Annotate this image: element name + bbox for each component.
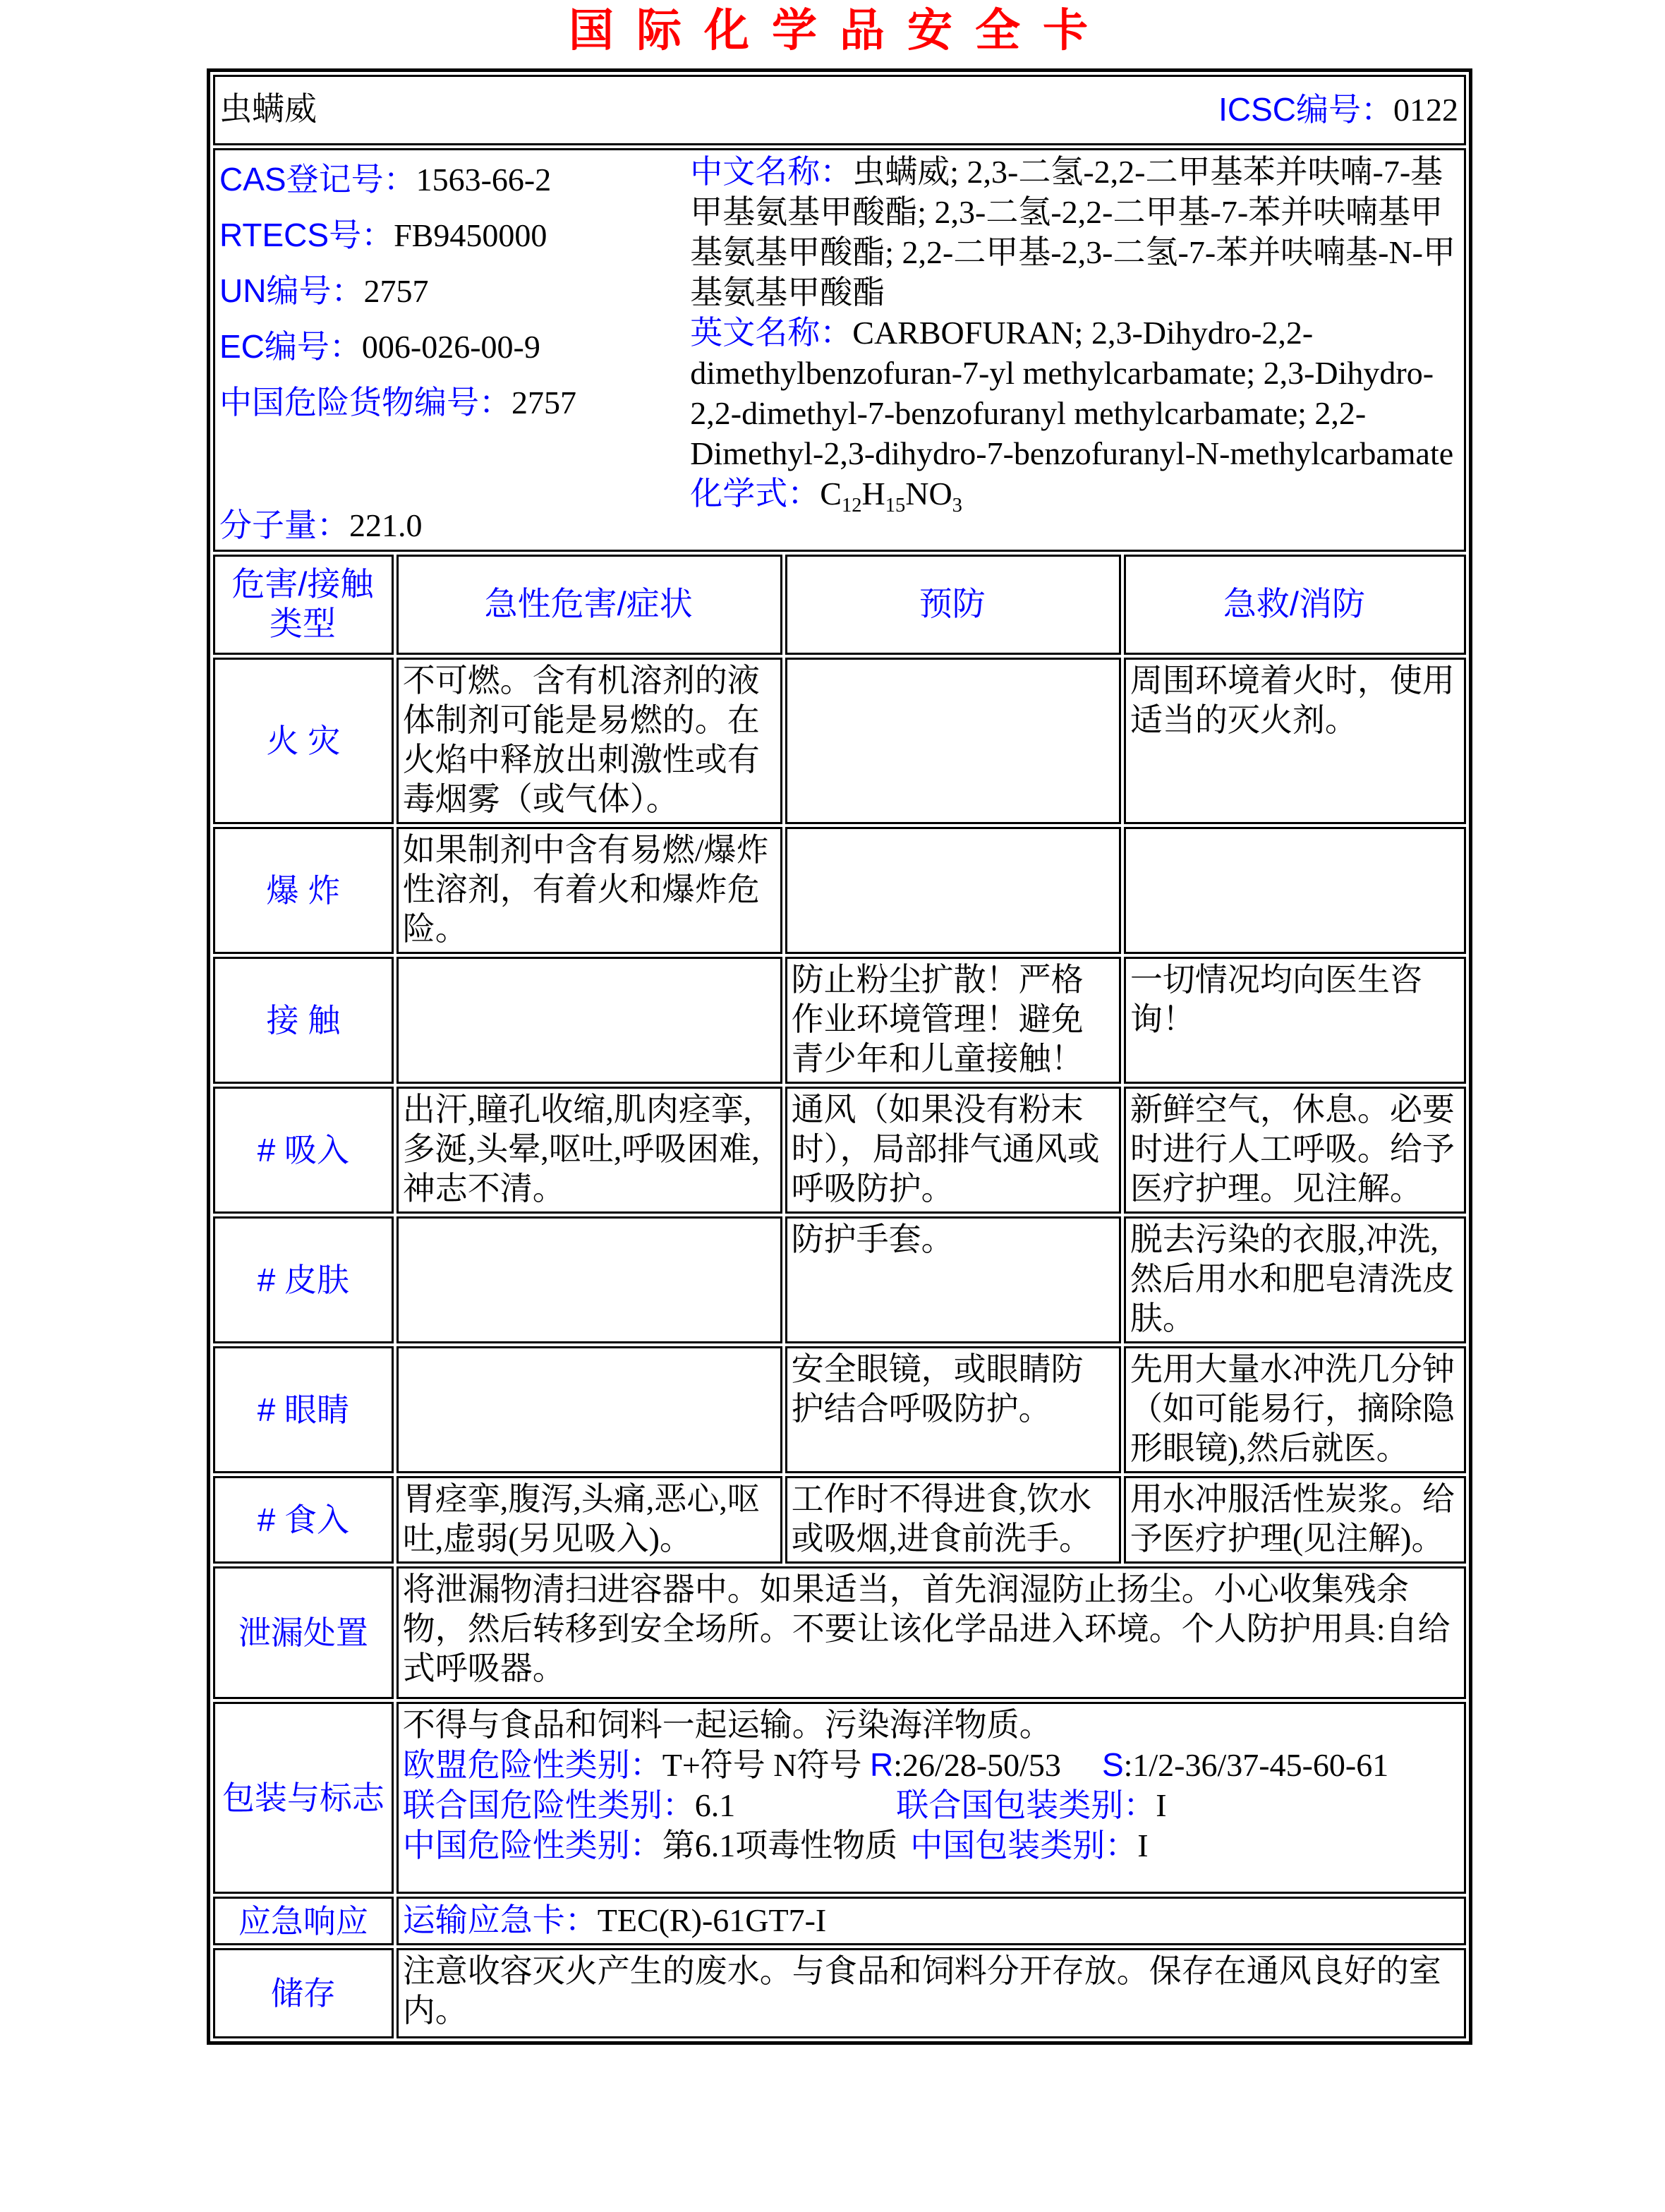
row-label-storage: 储存: [213, 1948, 394, 2038]
transport-emergency-card-value: TEC(R)-61GT7-I: [597, 1902, 827, 1939]
card-header-row: [213, 75, 1466, 145]
hazard-row-exposure: [213, 957, 1466, 1084]
icsc-number: [1218, 90, 1458, 130]
spill-disposal-text: 将泄漏物清扫进容器中。如果适当，首先润湿防止扬尘。小心收集残余物，然后转移到安全场所。不要让该化学品进入环境。个人防护用具:自给式呼吸器。: [396, 1566, 1466, 1699]
eu-class-label: 欧盟危险性类别：: [402, 1746, 662, 1784]
emergency-response-row: [213, 1897, 1466, 1945]
cn-pack-group-value: I: [1137, 1827, 1149, 1864]
packaging-content: [396, 1702, 1466, 1894]
hazard-table-header-row: [213, 555, 1466, 655]
hazard-row-explosion: [213, 827, 1466, 954]
icsc-number-value: 0122: [1393, 91, 1458, 128]
packaging-un-classification: [403, 1785, 1458, 1825]
hazard-row-skin: [213, 1216, 1466, 1343]
formula-c-sub: 12: [841, 495, 862, 517]
eyes-first-aid: 先用大量水冲洗几分钟（如可能易行，摘除隐形眼镜),然后就医。: [1124, 1346, 1466, 1473]
hazard-row-inhalation: [213, 1087, 1466, 1214]
english-name-label: 英文名称：: [690, 314, 853, 351]
molecular-weight-label: 分子量：: [219, 507, 349, 544]
icsc-number-label: ICSC编号：: [1218, 90, 1393, 128]
r-phrases-value: :26/28-50/53: [893, 1747, 1061, 1784]
header-acute-symptoms: 急性危害/症状: [396, 555, 782, 655]
header-first-aid: 急救/消防: [1124, 555, 1466, 655]
formula-no-sub: 3: [952, 495, 962, 517]
spill-disposal-row: [213, 1566, 1466, 1699]
formula-h: H: [861, 476, 885, 512]
row-label-emergency: 应急响应: [213, 1897, 394, 1945]
cas-number-value: 1563-66-2: [416, 162, 552, 198]
un-number: [219, 263, 690, 319]
icsc-document: [207, 0, 1472, 2045]
exposure-symptoms: [396, 957, 782, 1084]
storage-text: 注意收容灭火产生的废水。与食品和饲料分开存放。保存在通风良好的室内。: [396, 1948, 1466, 2038]
un-pack-group-value: I: [1156, 1787, 1167, 1824]
inhalation-first-aid: 新鲜空气，休息。必要时进行人工呼吸。给予医疗护理。见注解。: [1124, 1087, 1466, 1214]
un-number-label: UN编号：: [219, 272, 364, 310]
formula-h-sub: 15: [885, 495, 906, 517]
molecular-weight-value: 221.0: [349, 507, 423, 544]
cn-hazard-class-label: 中国危险性类别：: [402, 1827, 662, 1864]
packaging-transport-note: 不得与食品和饲料一起运输。污染海洋物质。: [402, 1707, 1052, 1743]
formula-label: 化学式：: [690, 475, 821, 512]
identity-row: [213, 148, 1466, 552]
s-phrases-label: S: [1101, 1746, 1124, 1784]
emergency-content: [396, 1897, 1466, 1945]
eyes-prevention: 安全眼镜，或眼睛防护结合呼吸防护。: [785, 1346, 1121, 1473]
packaging-cn-classification: [403, 1825, 1458, 1866]
cn-hazard-class-value: 第6.1项毒性物质: [662, 1827, 898, 1864]
fire-prevention: [785, 658, 1121, 824]
card-header-cell: [213, 75, 1466, 145]
ec-number-value: 006-026-00-9: [361, 329, 540, 365]
eu-class-value: T+符号 N符号: [662, 1747, 871, 1784]
cn-pack-group-label: 中国包装类别：: [910, 1827, 1138, 1864]
exposure-prevention: 防止粉尘扩散！严格作业环境管理！避免青少年和儿童接触！: [785, 957, 1121, 1084]
inhalation-symptoms: 出汗,瞳孔收缩,肌肉痉挛,多涎,头晕,呕吐,呼吸困难,神志不清。: [396, 1087, 782, 1214]
explosion-first-aid: [1124, 827, 1466, 954]
un-hazard-class-label: 联合国危险性类别：: [402, 1787, 695, 1824]
fire-first-aid: 周围环境着火时，使用适当的灭火剂。: [1124, 658, 1466, 824]
packaging-row: [213, 1702, 1466, 1894]
un-pack-group-label: 联合国包装类别：: [896, 1787, 1156, 1824]
s-phrases-value: :1/2-36/37-45-60-61: [1123, 1747, 1389, 1784]
identity-cell: [213, 148, 1466, 552]
row-label-fire: 火 灾: [213, 658, 394, 824]
row-label-ingestion: # 食入: [213, 1476, 394, 1564]
cas-number: [219, 152, 690, 207]
exposure-first-aid: 一切情况均向医生咨询！: [1124, 957, 1466, 1084]
english-name-value: CARBOFURAN; 2,3-Dihydro-2,2-dimethylbenzofuran-7-yl methylcarbamate; 2,3-Dihydro-2,2-dimethyl-7-benzofuranyl methylcarbamate; 2,2-Dimethyl-2,3-dihydro-7-benzofuranyl-N-methylcarbamate: [690, 315, 1454, 472]
header-hazard-type: 危害/接触类型: [213, 555, 394, 655]
china-dangerous-goods-number-value: 2757: [511, 385, 576, 421]
ec-number-label: EC编号：: [219, 328, 362, 365]
hazard-row-ingestion: [213, 1476, 1466, 1564]
rtecs-number-value: FB9450000: [394, 217, 547, 254]
transport-emergency-card-label: 运输应急卡：: [402, 1902, 598, 1939]
molecular-weight: [219, 504, 690, 547]
rtecs-number: [219, 207, 690, 263]
china-dangerous-goods-number-label: 中国危险货物编号：: [219, 384, 511, 421]
row-label-packaging: 包装与标志: [213, 1702, 394, 1894]
explosion-symptoms: 如果制剂中含有易燃/爆炸性溶剂，有着火和爆炸危险。: [396, 827, 782, 954]
ingestion-symptoms: 胃痉挛,腹泻,头痛,恶心,呕吐,虚弱(另见吸入)。: [396, 1476, 782, 1564]
row-label-spill: 泄漏处置: [213, 1566, 394, 1699]
un-number-value: 2757: [363, 273, 429, 310]
row-label-explosion: 爆 炸: [213, 827, 394, 954]
inhalation-prevention: 通风（如果没有粉末时），局部排气通风或呼吸防护。: [785, 1087, 1121, 1214]
explosion-prevention: [785, 827, 1121, 954]
header-prevention: 预防: [785, 555, 1121, 655]
substance-name: 虫螨威: [219, 91, 317, 128]
row-label-eyes: # 眼睛: [213, 1346, 394, 1473]
fire-symptoms: 不可燃。含有机溶剂的液体制剂可能是易燃的。在火焰中释放出刺激性或有毒烟雾（或气体）。: [396, 658, 782, 824]
ingestion-first-aid: 用水冲服活性炭浆。给予医疗护理(见注解)。: [1124, 1476, 1466, 1564]
chemical-names: [690, 152, 1458, 547]
ingestion-prevention: 工作时不得进食,饮水或吸烟,进食前洗手。: [785, 1476, 1121, 1564]
formula-c: C: [820, 476, 842, 512]
row-label-skin: # 皮肤: [213, 1216, 394, 1343]
skin-first-aid: 脱去污染的衣服,冲洗,然后用水和肥皂清洗皮肤。: [1124, 1216, 1466, 1343]
page-title: 国际化学品安全卡: [569, 6, 1110, 56]
safety-card-table: [207, 68, 1472, 2045]
storage-row: [213, 1948, 1466, 2038]
un-hazard-class-value: 6.1: [694, 1787, 736, 1824]
row-label-inhalation: # 吸入: [213, 1087, 394, 1214]
packaging-eu-classification: [403, 1745, 1458, 1785]
ec-number: [219, 319, 690, 375]
chinese-name-label: 中文名称：: [690, 153, 853, 191]
skin-symptoms: [396, 1216, 782, 1343]
hazard-row-fire: [213, 658, 1466, 824]
rtecs-number-label: RTECS号：: [219, 217, 394, 254]
skin-prevention: 防护手套。: [785, 1216, 1121, 1343]
hazard-row-eyes: [213, 1346, 1466, 1473]
r-phrases-label: R: [870, 1746, 894, 1784]
row-label-exposure: 接 触: [213, 957, 394, 1084]
chemical-formula: [820, 476, 962, 517]
chinese-name-value: 虫螨威; 2,3-二氢-2,2-二甲基苯并呋喃-7-基甲基氨基甲酸酯; 2,3-二氢-2,2-二甲基-7-苯并呋喃基甲基氨基甲酸酯; 2,2-二甲基-2,3-二氢-7-苯并呋喃基-N-甲基氨基甲酸酯: [690, 154, 1455, 311]
cas-number-label: CAS登记号：: [219, 161, 416, 198]
identifier-list: [219, 152, 690, 547]
china-dangerous-goods-number: [219, 375, 690, 430]
formula-no: NO: [905, 476, 952, 512]
eyes-symptoms: [396, 1346, 782, 1473]
